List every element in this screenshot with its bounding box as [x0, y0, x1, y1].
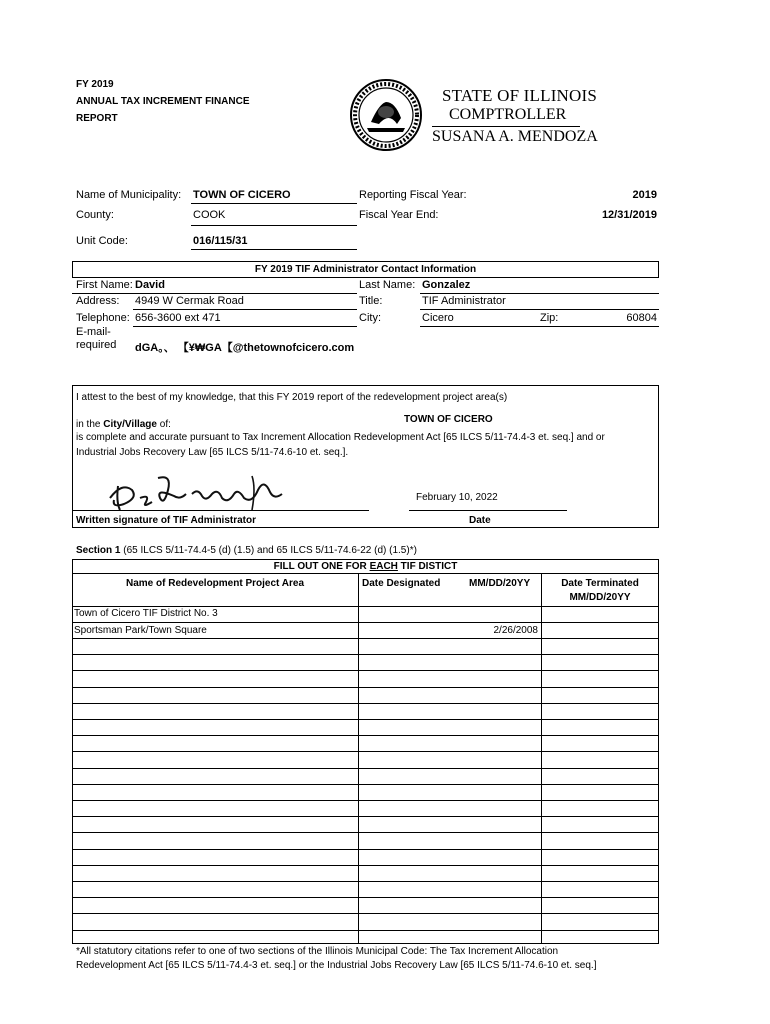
county-label: County: — [76, 209, 114, 221]
county-value: COOK — [193, 209, 226, 221]
zip-value: 60804 — [626, 312, 657, 324]
signature-label: Written signature of TIF Administrator — [76, 515, 257, 526]
state-of-illinois: STATE OF ILLINOIS — [442, 86, 598, 105]
table-row-line — [72, 849, 659, 850]
address-label: Address: — [76, 295, 120, 307]
email-value: dGA。、 【¥₩GA【@thetownofcicero.com — [135, 342, 355, 354]
attest-line4: Industrial Jobs Recovery Law [65 ILCS 5/11-74.6-10 et. seq.]. — [76, 447, 349, 458]
email-label-line2: required — [76, 339, 117, 351]
table-row-line — [72, 881, 659, 882]
first-name-value: David — [135, 279, 165, 291]
fill-out-heading: FILL OUT ONE FOR EACH TIF DISTICT — [273, 561, 458, 572]
table-row-line — [72, 930, 659, 931]
col-header-designated-format: MM/DD/20YY — [469, 578, 531, 589]
first-name-label: First Name: — [76, 279, 133, 291]
fiscal-year-end-label: Fiscal Year End: — [359, 209, 439, 221]
fiscal-year-end-value: 12/31/2019 — [601, 209, 657, 221]
footnote-line1: *All statutory citations refer to one of two sections of the Illinois Municipal Code: The Tax Increment Allocation — [76, 946, 559, 957]
table-row-line — [72, 897, 659, 898]
table-row-2-designated: 2/26/2008 — [493, 625, 538, 636]
comptroller: COMPTROLLER — [449, 106, 567, 123]
table-row-line — [72, 654, 659, 655]
attest-line3: is complete and accurate pursuant to Tax Increment Allocation Redevelopment Act [65 ILCS 5/11-74.4-3 et. seq.] and or — [76, 432, 605, 443]
table-row-1-name: Town of Cicero TIF District No. 3 — [74, 608, 218, 619]
table-row-line — [72, 670, 659, 671]
report-title-line1: ANNUAL TAX INCREMENT FINANCE — [76, 96, 250, 107]
table-row-line — [72, 816, 659, 817]
city-value: Cicero — [422, 312, 454, 324]
title-label: Title: — [359, 295, 383, 307]
table-row-2-name: Sportsman Park/Town Square — [74, 625, 207, 636]
title-value: TIF Administrator — [422, 295, 506, 307]
fiscal-year-value: 2019 — [632, 189, 657, 201]
table-row-line — [72, 784, 659, 785]
table-row-line — [72, 832, 659, 833]
zip-label: Zip: — [540, 312, 559, 324]
section1-heading: Section 1 (65 ILCS 5/11-74.4-5 (d) (1.5) and 65 ILCS 5/11-74.6-22 (d) (1.5)*) — [76, 545, 417, 556]
telephone-value: 656-3600 ext 471 — [135, 312, 221, 324]
col-header-terminated-format: MM/DD/20YY — [569, 592, 631, 603]
telephone-label: Telephone: — [76, 312, 130, 324]
report-title-line2: REPORT — [76, 113, 118, 124]
table-row-line — [72, 719, 659, 720]
date-label: Date — [469, 515, 491, 526]
table-row-line — [72, 913, 659, 914]
address-value: 4949 W Cermak Road — [135, 295, 244, 307]
table-row-line — [72, 800, 659, 801]
col-header-designated: Date Designated — [362, 578, 441, 589]
table-row-line — [72, 735, 659, 736]
unit-code-value: 016/115/31 — [193, 235, 248, 247]
attest-line1: I attest to the best of my knowledge, that this FY 2019 report of the redevelopment project area(s) — [76, 392, 508, 403]
footnote-line2: Redevelopment Act [65 ILCS 5/11-74.4-3 et. seq.] or the Industrial Jobs Recovery Law [65 ILCS 5/11-74.6-10 et. seq.] — [76, 960, 597, 971]
email-label-line1: E-mail- — [76, 326, 111, 338]
table-row-line — [72, 751, 659, 752]
table-row-line — [72, 638, 659, 639]
table-row-line — [72, 606, 659, 607]
table-row-line — [72, 768, 659, 769]
table-row-line — [72, 703, 659, 704]
state-seal-icon — [349, 78, 423, 152]
municipality-label: Name of Municipality: — [76, 189, 182, 201]
table-row-line — [72, 622, 659, 623]
col-header-name: Name of Redevelopment Project Area — [125, 578, 305, 589]
municipality-value: TOWN OF CICERO — [193, 189, 291, 201]
report-fy: FY 2019 — [76, 79, 114, 90]
contact-heading-box — [72, 261, 659, 278]
attest-city-village: in the City/Village of: — [76, 419, 171, 430]
last-name-label: Last Name: — [359, 279, 416, 291]
city-label: City: — [359, 312, 381, 324]
unit-code-label: Unit Code: — [76, 235, 128, 247]
attest-town: TOWN OF CICERO — [404, 414, 493, 425]
contact-heading: FY 2019 TIF Administrator Contact Information — [254, 264, 477, 275]
attest-date-value: February 10, 2022 — [416, 492, 498, 503]
table-row-line — [72, 865, 659, 866]
table-row-line — [72, 687, 659, 688]
last-name-value: Gonzalez — [422, 279, 471, 291]
comptroller-name: SUSANA A. MENDOZA — [432, 128, 598, 145]
col-header-terminated: Date Terminated — [561, 578, 639, 589]
fiscal-year-label: Reporting Fiscal Year: — [359, 189, 467, 201]
